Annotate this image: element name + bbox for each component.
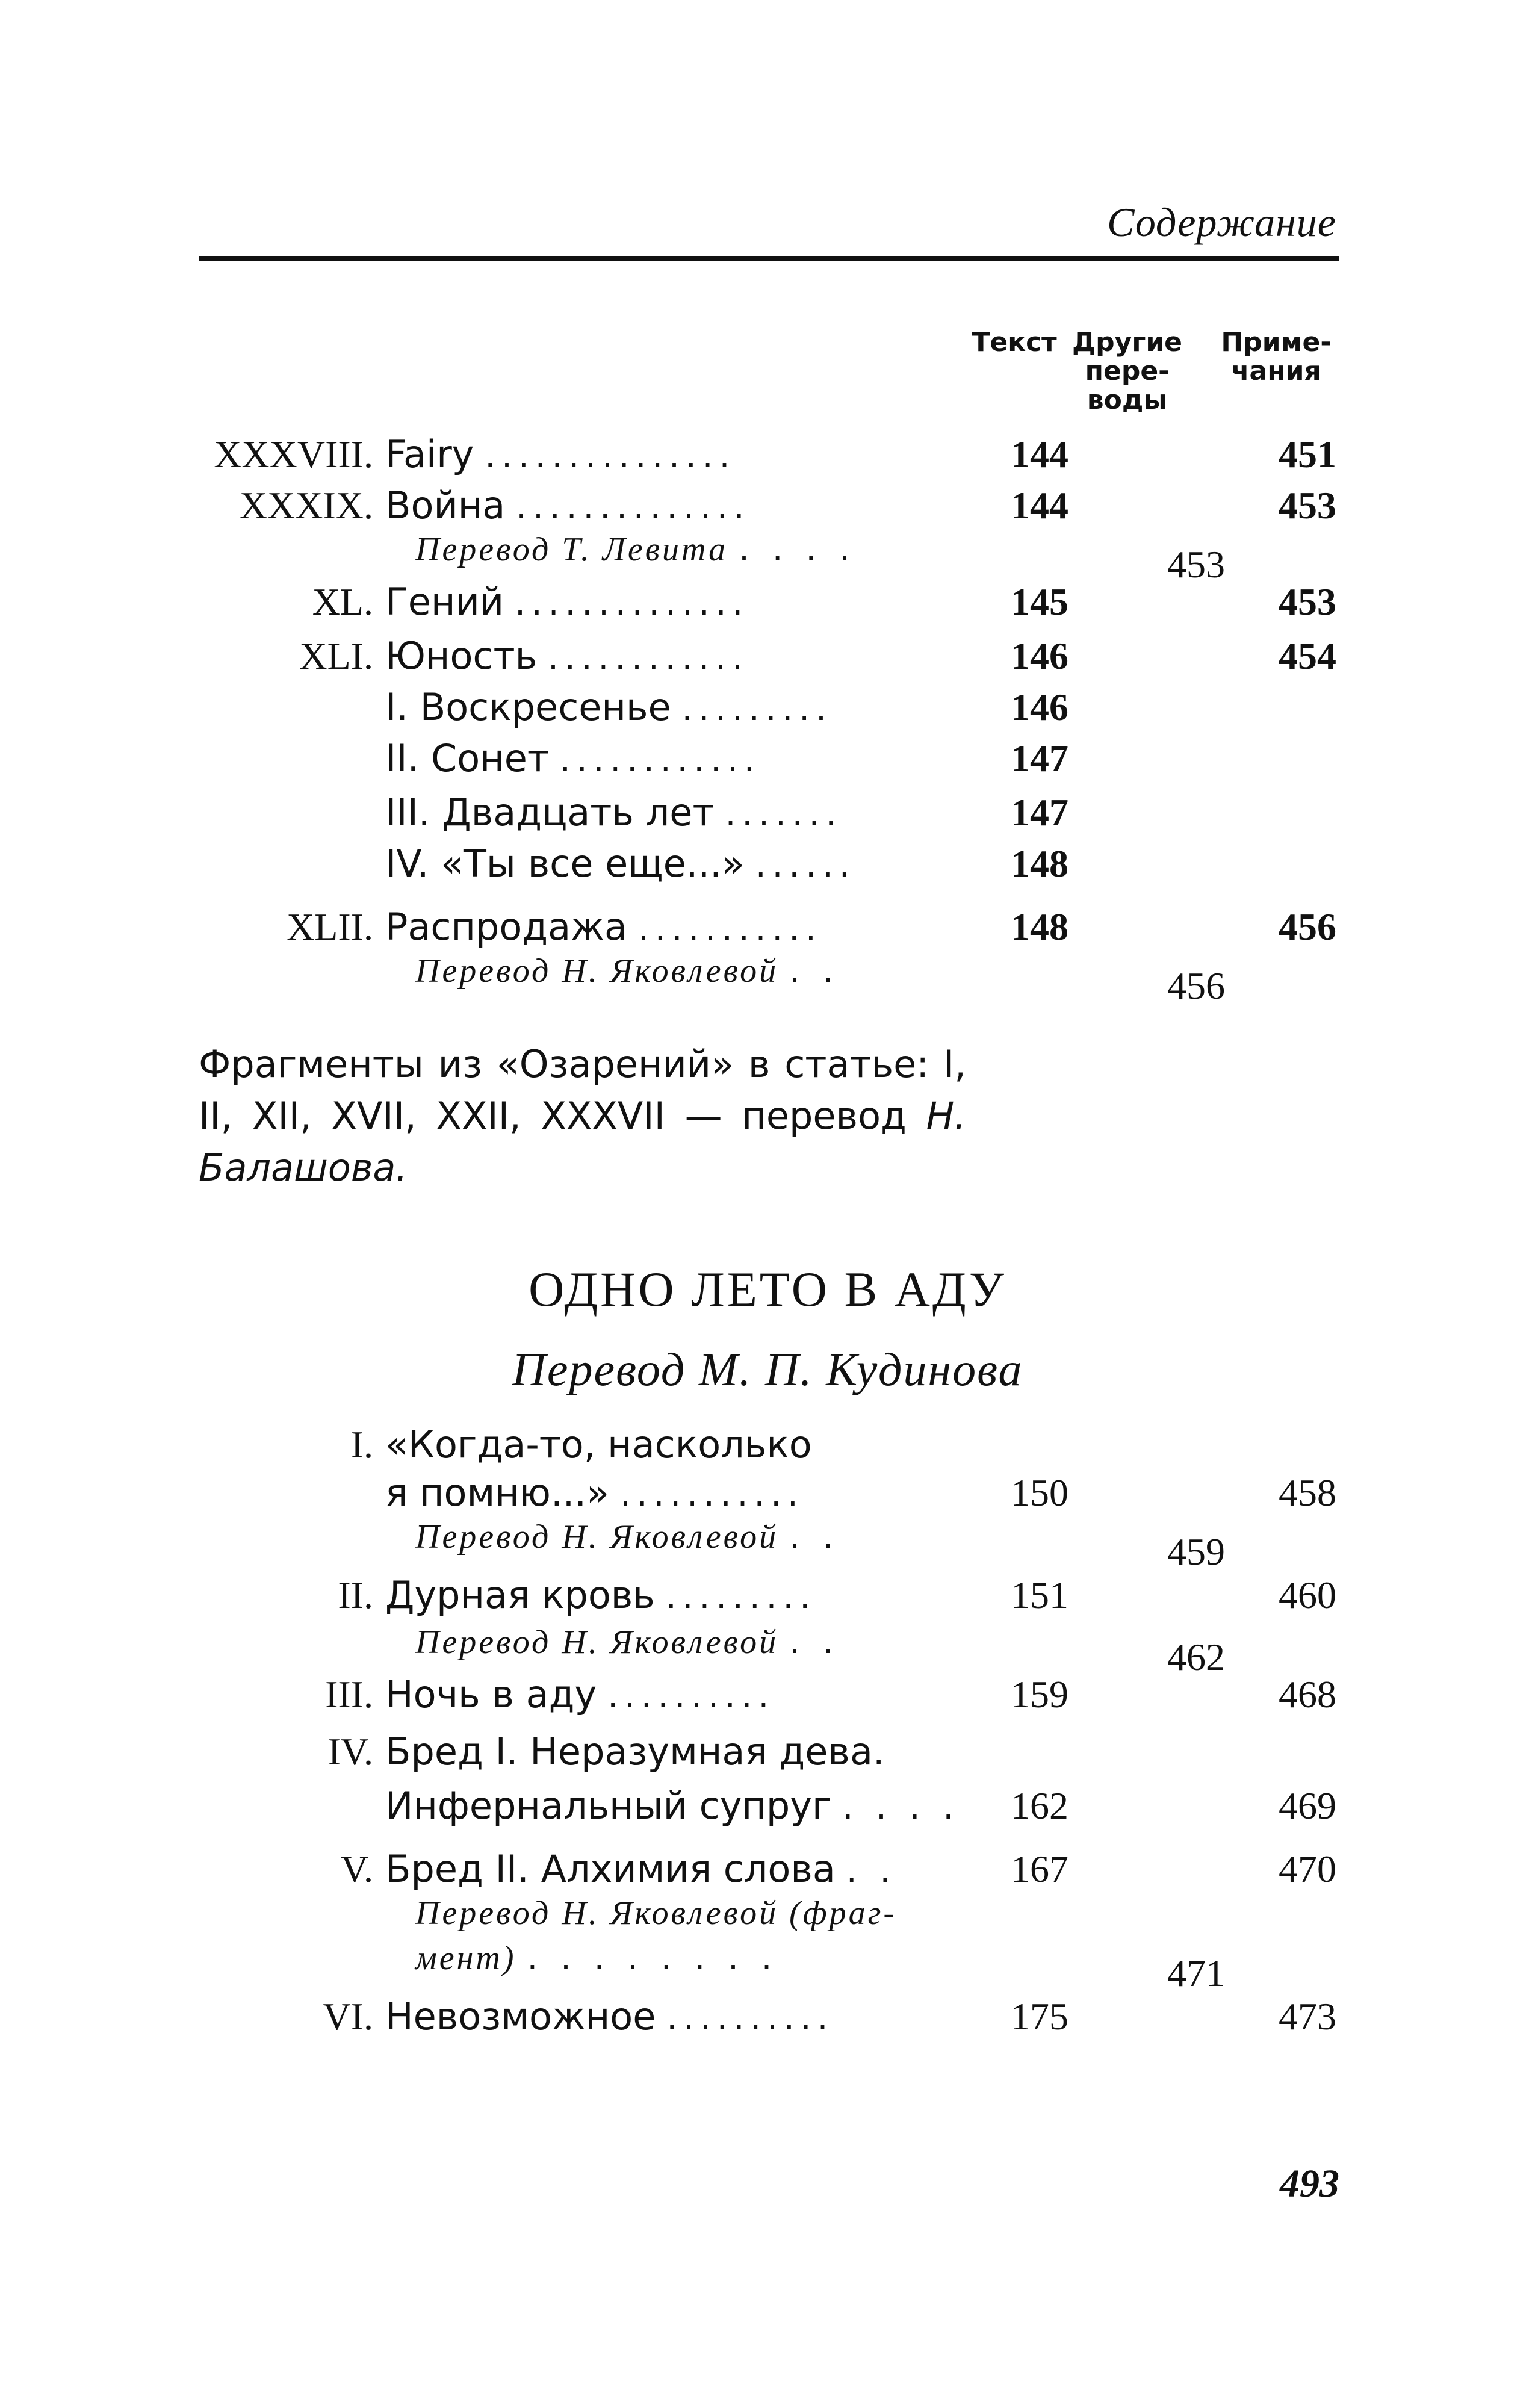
entry-leader-dots: .............. <box>516 488 751 527</box>
entry-title: Невозможное <box>385 1994 656 2038</box>
entry-leader-dots: . . <box>846 1851 897 1890</box>
column-header-other-line: пере- <box>1085 356 1170 386</box>
fragments-note-translator: Н. Балашова. <box>199 1094 966 1190</box>
entry-notes-page: 454 <box>1279 635 1336 677</box>
entry-title-line <box>415 1616 840 1666</box>
entry-title-line <box>385 1728 896 1778</box>
entry-roman-numeral: IV. <box>327 1730 373 1773</box>
entry-text-page: 150 <box>1011 1471 1068 1514</box>
entry-title: IV. «Ты все еще...» <box>385 842 745 886</box>
entry-text-page: 146 <box>1011 635 1068 677</box>
entry-title: Юность <box>385 634 538 678</box>
entry-notes-page: 469 <box>1279 1784 1336 1827</box>
entry-roman-numeral: XXXIX. <box>239 484 373 527</box>
entry-leader-dots: ...... <box>755 846 856 885</box>
entry-title: Гений <box>385 580 504 624</box>
entry-title-line <box>385 1993 834 2043</box>
toc-entry <box>0 1845 1535 1893</box>
entry-translator: Перевод Н. Яковлевой <box>415 1624 779 1661</box>
entry-other-translation-page: 471 <box>1167 1952 1225 1994</box>
toc-entry <box>0 1887 1535 1935</box>
entry-text-page: 167 <box>1011 1848 1068 1890</box>
entry-title-line <box>385 1671 775 1721</box>
entry-title-line <box>415 1887 908 1937</box>
entry-roman-numeral: V. <box>341 1848 373 1890</box>
entry-title: Война <box>385 483 506 527</box>
entry-text-page: 146 <box>1011 686 1068 728</box>
column-header-notes <box>1213 328 1339 386</box>
entry-notes-page: 451 <box>1279 433 1336 476</box>
entry-leader-dots: . . . . <box>739 530 856 569</box>
entry-title-line <box>385 789 842 839</box>
entry-title: «Когда-то, насколько <box>385 1423 812 1466</box>
entry-other-translation-page: 453 <box>1167 543 1225 586</box>
entry-leader-dots: ............ <box>560 740 761 780</box>
entry-roman-numeral: XLII. <box>287 905 373 948</box>
toc-entry <box>0 1993 1535 2041</box>
entry-text-page: 175 <box>1011 1995 1068 2038</box>
toc-entry <box>0 1571 1535 1619</box>
toc-entry <box>0 1728 1535 1776</box>
column-header-notes-line: чания <box>1231 356 1321 386</box>
entry-text-page: 145 <box>1011 580 1068 623</box>
entry-leader-dots: . . . . . . . . <box>527 1938 778 1978</box>
entry-text-page: 148 <box>1011 842 1068 885</box>
entry-title-line <box>385 683 833 733</box>
toc-entry <box>0 1932 1535 1994</box>
entry-translator: мент) <box>415 1940 516 1977</box>
entry-other-translation-page: 462 <box>1167 1636 1225 1678</box>
toc-entry <box>0 1421 1535 1469</box>
toc-entry <box>0 683 1535 731</box>
entry-notes-page: 468 <box>1279 1673 1336 1716</box>
entry-leader-dots: ........... <box>620 1475 804 1514</box>
entry-title-line <box>415 1511 840 1561</box>
entry-leader-dots: ....... <box>725 795 843 834</box>
section-subtitle: Перевод М. П. Кудинова <box>512 1343 1023 1395</box>
entry-title: Бред I. Неразумная дева. <box>385 1730 885 1773</box>
entry-text-page: 147 <box>1011 737 1068 780</box>
entry-leader-dots: .......... <box>666 1999 834 2038</box>
entry-title: III. Двадцать лет <box>385 790 715 834</box>
entry-other-translation-page: 459 <box>1167 1530 1225 1573</box>
entry-leader-dots: . . <box>789 951 840 990</box>
entry-leader-dots: ......... <box>681 689 833 728</box>
entry-leader-dots: ......... <box>665 1577 817 1616</box>
entry-title: Бред II. Алхимия слова <box>385 1847 836 1891</box>
toc-entry <box>0 578 1535 626</box>
entry-title-line <box>385 840 856 890</box>
entry-translator: Перевод Т. Левита <box>415 531 728 568</box>
entry-roman-numeral: VI. <box>323 1995 373 2038</box>
entry-leader-dots: ........... <box>638 909 822 948</box>
toc-entry <box>0 524 1535 586</box>
entry-title: Ночь в аду <box>385 1672 597 1716</box>
entry-roman-numeral: II. <box>338 1574 373 1616</box>
entry-title: Инфернальный супруг <box>385 1784 832 1828</box>
entry-leader-dots: ............ <box>548 638 749 677</box>
entry-title-line <box>385 632 749 682</box>
entry-title-line <box>415 524 856 574</box>
column-header-notes-line: Приме- <box>1221 327 1332 358</box>
column-header-other-line: Другие <box>1071 327 1183 358</box>
entry-title-line <box>385 734 761 784</box>
page-number: 493 <box>1280 2162 1339 2206</box>
entry-title-line <box>385 1421 823 1471</box>
entry-text-page: 144 <box>1011 484 1068 527</box>
toc-entry <box>0 632 1535 680</box>
entry-text-page: 162 <box>1011 1784 1068 1827</box>
entry-title-line <box>385 1571 816 1621</box>
entry-leader-dots: . . <box>789 1517 840 1556</box>
entry-roman-numeral: I. <box>350 1423 373 1466</box>
entry-title: Распродажа <box>385 905 628 949</box>
entry-notes-page: 460 <box>1279 1574 1336 1616</box>
toc-entry <box>0 734 1535 783</box>
fragments-note <box>199 1038 966 1194</box>
entry-title: I. Воскресенье <box>385 685 671 729</box>
entry-notes-page: 453 <box>1279 580 1336 623</box>
entry-title-line <box>385 578 749 628</box>
toc-entry <box>0 482 1535 530</box>
entry-leader-dots: . . . . <box>842 1788 960 1827</box>
entry-other-translation-page: 456 <box>1167 964 1225 1007</box>
entry-text-page: 151 <box>1011 1574 1068 1616</box>
toc-entry <box>0 1782 1535 1830</box>
entry-notes-page: 456 <box>1279 905 1336 948</box>
entry-title: Fairy <box>385 432 474 476</box>
entry-notes-page: 473 <box>1279 1995 1336 2038</box>
entry-text-page: 144 <box>1011 433 1068 476</box>
entry-leader-dots: ............... <box>485 436 736 476</box>
entry-roman-numeral: III. <box>325 1673 373 1716</box>
entry-leader-dots: .......... <box>607 1677 775 1716</box>
header-rule <box>199 256 1339 261</box>
toc-entry <box>0 1671 1535 1719</box>
column-header-other-line: воды <box>1087 385 1168 415</box>
toc-entry <box>0 1511 1535 1573</box>
toc-entry <box>0 945 1535 1007</box>
toc-entry <box>0 789 1535 837</box>
running-head: Содержание <box>1107 199 1336 245</box>
entry-notes-page: 470 <box>1279 1848 1336 1890</box>
toc-entry <box>0 903 1535 951</box>
section-title: ОДНО ЛЕТО В АДУ <box>529 1262 1006 1317</box>
entry-title-line <box>385 1782 960 1832</box>
entry-title: Дурная кровь <box>385 1573 655 1617</box>
entry-title: II. Сонет <box>385 736 550 780</box>
entry-text-page: 148 <box>1011 905 1068 948</box>
entry-roman-numeral: XL. <box>312 580 373 623</box>
fragments-note-text: Фрагменты из «Озарений» в статье: I, II, XII, XVII, XXII, XXXVII — перевод <box>199 1042 966 1138</box>
entry-translator: Перевод Н. Яковлевой <box>415 1518 779 1556</box>
entry-roman-numeral: XLI. <box>299 635 373 677</box>
toc-entry <box>0 1469 1535 1517</box>
entry-text-page: 159 <box>1011 1673 1068 1716</box>
entry-title-line <box>415 945 840 995</box>
entry-translator: Перевод Н. Яковлевой <box>415 952 779 990</box>
entry-notes-page: 453 <box>1279 484 1336 527</box>
entry-leader-dots: .............. <box>515 584 749 623</box>
entry-text-page: 147 <box>1011 791 1068 834</box>
entry-title-line <box>415 1932 778 1982</box>
entry-title-line <box>385 430 736 480</box>
entry-leader-dots: . . <box>789 1622 840 1662</box>
entry-roman-numeral: XXXVIII. <box>214 433 373 476</box>
toc-entry <box>0 840 1535 888</box>
toc-entry <box>0 1616 1535 1678</box>
column-header-text: Текст <box>972 327 1057 358</box>
column-header-other <box>1068 328 1186 415</box>
entry-translator: Перевод Н. Яковлевой (фраг- <box>415 1894 898 1932</box>
entry-notes-page: 458 <box>1279 1471 1336 1514</box>
toc-entry <box>0 430 1535 479</box>
entry-title: я помню...» <box>385 1471 610 1515</box>
